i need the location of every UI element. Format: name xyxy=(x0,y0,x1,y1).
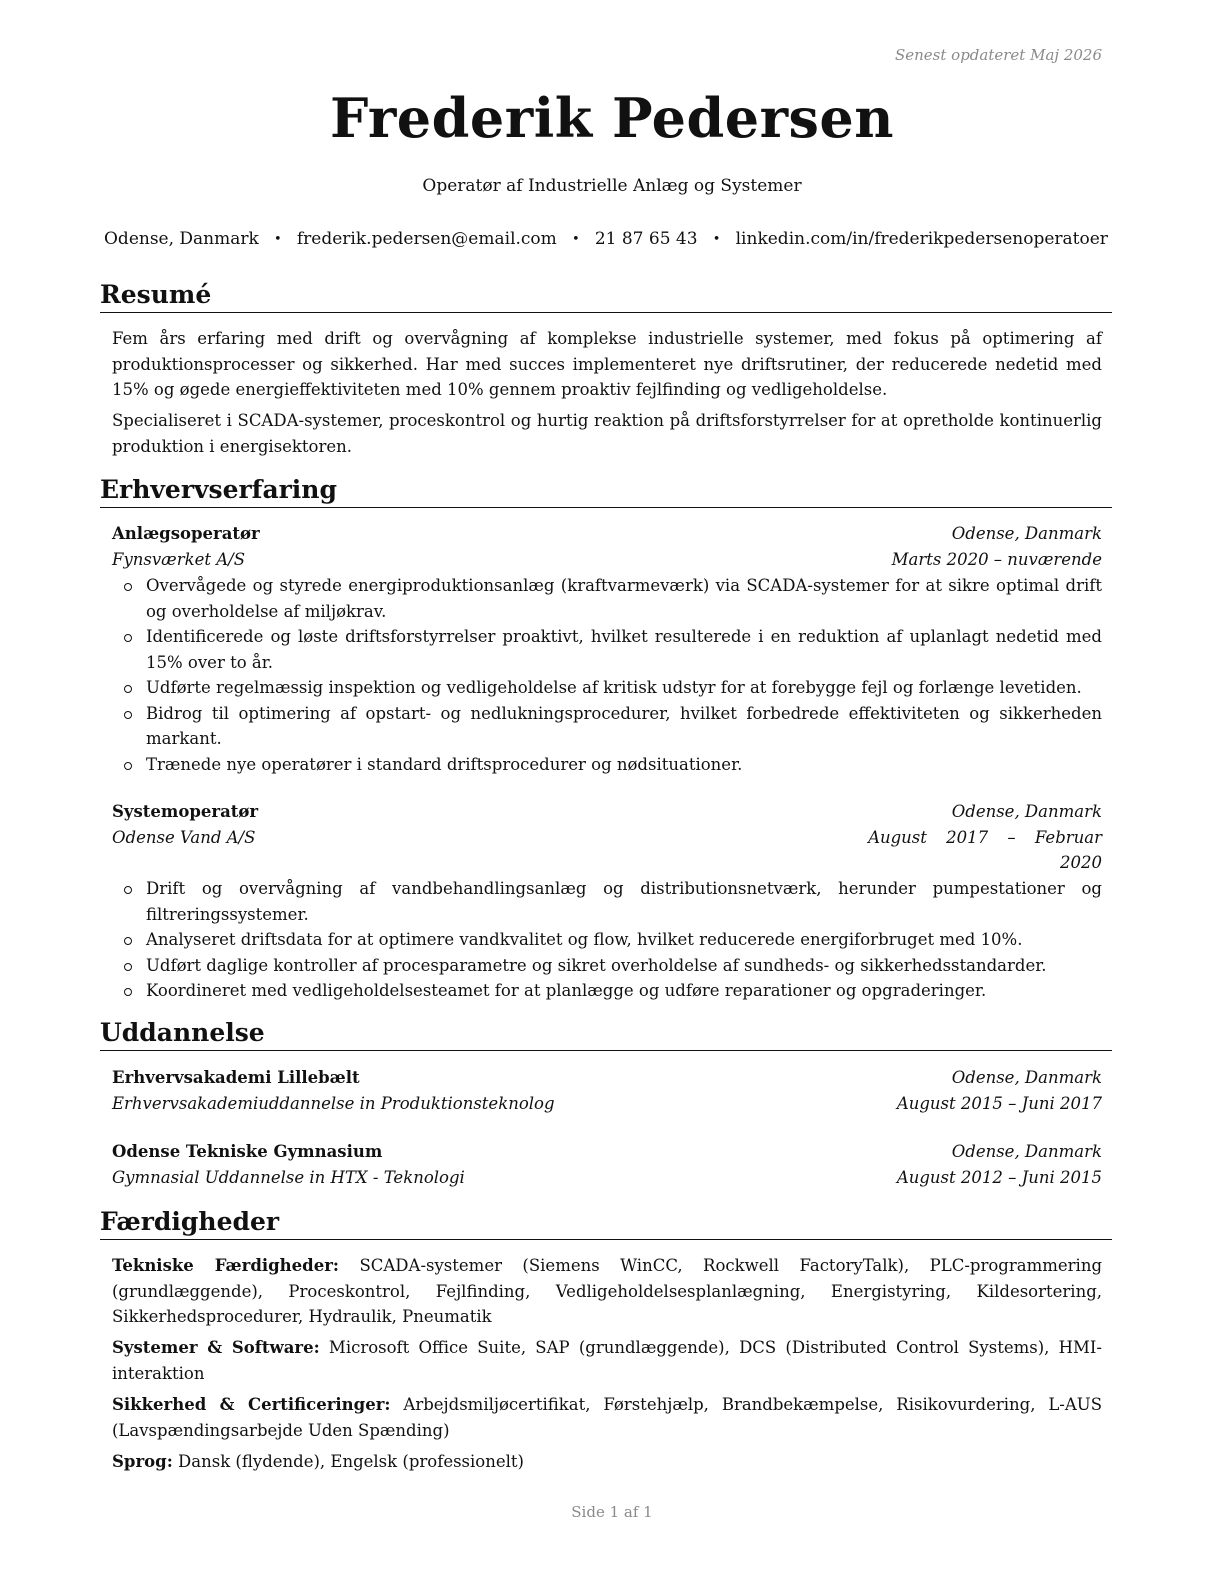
skill-text: Dansk (flydende), Engelsk (professionelt) xyxy=(178,1452,524,1471)
job-role: Anlægsoperatør xyxy=(112,524,260,543)
separator-bullet: • xyxy=(571,231,580,247)
skill-label: Sprog: xyxy=(112,1452,173,1471)
skill-text: SCADA-systemer (Siemens WinCC, Rockwell FactoryTalk), PLC-programmering (grundlæggende), Proceskontrol, Fejlfinding, Vedligeholdelsesplanlægning, Energistyring, Kildesortering, Sikkerhedsprocedurer, Hydraulik, Pneumatik xyxy=(112,1256,1103,1326)
education-degree: Gymnasial Uddannelse in HTX - Teknologi xyxy=(112,1168,465,1187)
education-school: Odense Tekniske Gymnasium xyxy=(112,1142,383,1161)
education-dates: August 2015 – Juni 2017 xyxy=(896,1094,1102,1113)
job-bullet-list xyxy=(112,573,1102,777)
list-item xyxy=(112,624,1102,675)
circle-bullet-icon xyxy=(124,583,132,591)
list-item xyxy=(112,675,1102,701)
bullet-text: Analyseret driftsdata for at optimere vandkvalitet og flow, hvilket reducerede energiforbruget med 10%. xyxy=(146,930,1023,949)
list-item xyxy=(112,876,1102,927)
contact-linkedin[interactable]: linkedin.com/in/frederikpedersenoperatoer xyxy=(735,229,1108,249)
bullet-text: Udført daglige kontroller af procesparametre og sikret overholdelse af sundheds- og sikkerhedsstandarder. xyxy=(146,955,1047,975)
circle-bullet-icon xyxy=(124,963,132,971)
contact-email[interactable]: frederik.pedersen@email.com xyxy=(296,229,557,249)
job-company: Odense Vand A/S xyxy=(112,828,256,847)
bullet-text: Overvågede og styrede energiproduktionsanlæg (kraftvarmeværk) via SCADA-systemer for at sikre optimal drift og overholdelse af miljøkrav. xyxy=(146,576,1102,621)
circle-bullet-icon xyxy=(124,634,132,642)
bullet-text: Drift og overvågning af vandbehandlingsanlæg og distributionsnetværk, herunder pumpestationer og filtreringssystemer. xyxy=(146,879,1102,924)
circle-bullet-icon xyxy=(124,937,132,945)
job-location: Odense, Danmark xyxy=(951,802,1102,821)
summary-paragraph: Specialiseret i SCADA-systemer, proceskontrol og hurtig reaktion på driftsforstyrrelser for at opretholde kontinuerlig produktion i energisektoren. xyxy=(112,411,1102,456)
education-location: Odense, Danmark xyxy=(951,1068,1102,1087)
bullet-text: Bidrog til optimering af opstart- og nedlukningsprocedurer, hvilket forbedrede effektiviteten og sikkerheden markant. xyxy=(146,703,1102,748)
job-location: Odense, Danmark xyxy=(951,524,1102,543)
list-item xyxy=(112,752,1102,778)
section-title-education: Uddannelse xyxy=(100,1018,1112,1051)
list-item xyxy=(112,927,1102,953)
education-location: Odense, Danmark xyxy=(951,1142,1102,1161)
bullet-text: Udførte regelmæssig inspektion og vedligeholdelse af kritisk udstyr for at forebygge fejl og forlænge levetiden. xyxy=(146,678,1082,697)
list-item xyxy=(112,953,1102,979)
section-title-experience: Erhvervserfaring xyxy=(100,475,1112,508)
section-title-summary: Resumé xyxy=(100,280,1112,313)
circle-bullet-icon xyxy=(124,988,132,996)
person-name: Frederik Pedersen xyxy=(329,86,895,150)
circle-bullet-icon xyxy=(124,685,132,693)
bullet-text: Identificerede og løste driftsforstyrrelser proaktivt, hvilket resulterede i en reduktion af uplanlagt nedetid med 15% over to år. xyxy=(146,627,1102,672)
circle-bullet-icon xyxy=(124,711,132,719)
contact-line xyxy=(104,229,1108,249)
job-role: Systemoperatør xyxy=(112,802,259,821)
list-item xyxy=(112,573,1102,624)
education-school: Erhvervsakademi Lillebælt xyxy=(112,1068,360,1087)
skill-text: Arbejdsmiljøcertifikat, Førstehjælp, Brandbekæmpelse, Risikovurdering, L-AUS (Lavspændingsarbejde Uden Spænding) xyxy=(112,1395,1103,1440)
skill-label: Tekniske Færdigheder: xyxy=(112,1256,339,1275)
separator-bullet: • xyxy=(274,231,282,247)
list-item xyxy=(112,701,1102,752)
job-dates-year: 2020 xyxy=(1060,853,1102,872)
list-item xyxy=(112,978,1102,1004)
skill-group xyxy=(112,1392,1102,1443)
job-dates: August 2017 – Februar xyxy=(868,828,1102,847)
job-title: Operatør af Industrielle Anlæg og Systemer xyxy=(422,176,802,196)
education-dates: August 2012 – Juni 2015 xyxy=(896,1168,1102,1187)
skill-group xyxy=(112,1335,1102,1386)
job-company: Fynsværket A/S xyxy=(112,550,245,569)
education-degree: Erhvervsakademiuddannelse in Produktionsteknolog xyxy=(112,1094,555,1113)
page-number: Side 1 af 1 xyxy=(571,1503,653,1521)
job-bullet-list xyxy=(112,876,1102,1004)
section-title-skills: Færdigheder xyxy=(100,1207,1112,1240)
bullet-text: Koordineret med vedligeholdelsesteamet for at planlægge og udføre reparationer og opgraderinger. xyxy=(146,981,987,1000)
circle-bullet-icon xyxy=(124,762,132,770)
bullet-text: Trænede nye operatører i standard driftsprocedurer og nødsituationer. xyxy=(146,754,743,774)
contact-location: Odense, Danmark xyxy=(104,229,259,249)
contact-phone: 21 87 65 43 xyxy=(594,229,698,249)
last-updated: Senest opdateret Maj 2026 xyxy=(894,46,1102,64)
circle-bullet-icon xyxy=(124,886,132,894)
skill-label: Systemer & Software: xyxy=(112,1338,320,1357)
skill-text: Microsoft Office Suite, SAP (grundlæggende), DCS (Distributed Control Systems), HMI-interaktion xyxy=(112,1338,1102,1383)
skill-label: Sikkerhed & Certificeringer: xyxy=(112,1395,391,1414)
skill-group xyxy=(112,1253,1102,1330)
summary-paragraph: Fem års erfaring med drift og overvågning af komplekse industrielle systemer, med fokus på optimering af produktionsprocesser og sikkerhed. Har med succes implementeret nye driftsrutiner, der reducerede nedetid med 15% og øgede energieffektiviteten med 10% gennem proaktiv fejlfinding og vedligeholdelse. xyxy=(112,329,1102,399)
job-dates: Marts 2020 – nuværende xyxy=(891,550,1102,569)
skill-group xyxy=(112,1449,1102,1475)
separator-bullet: • xyxy=(712,231,721,247)
